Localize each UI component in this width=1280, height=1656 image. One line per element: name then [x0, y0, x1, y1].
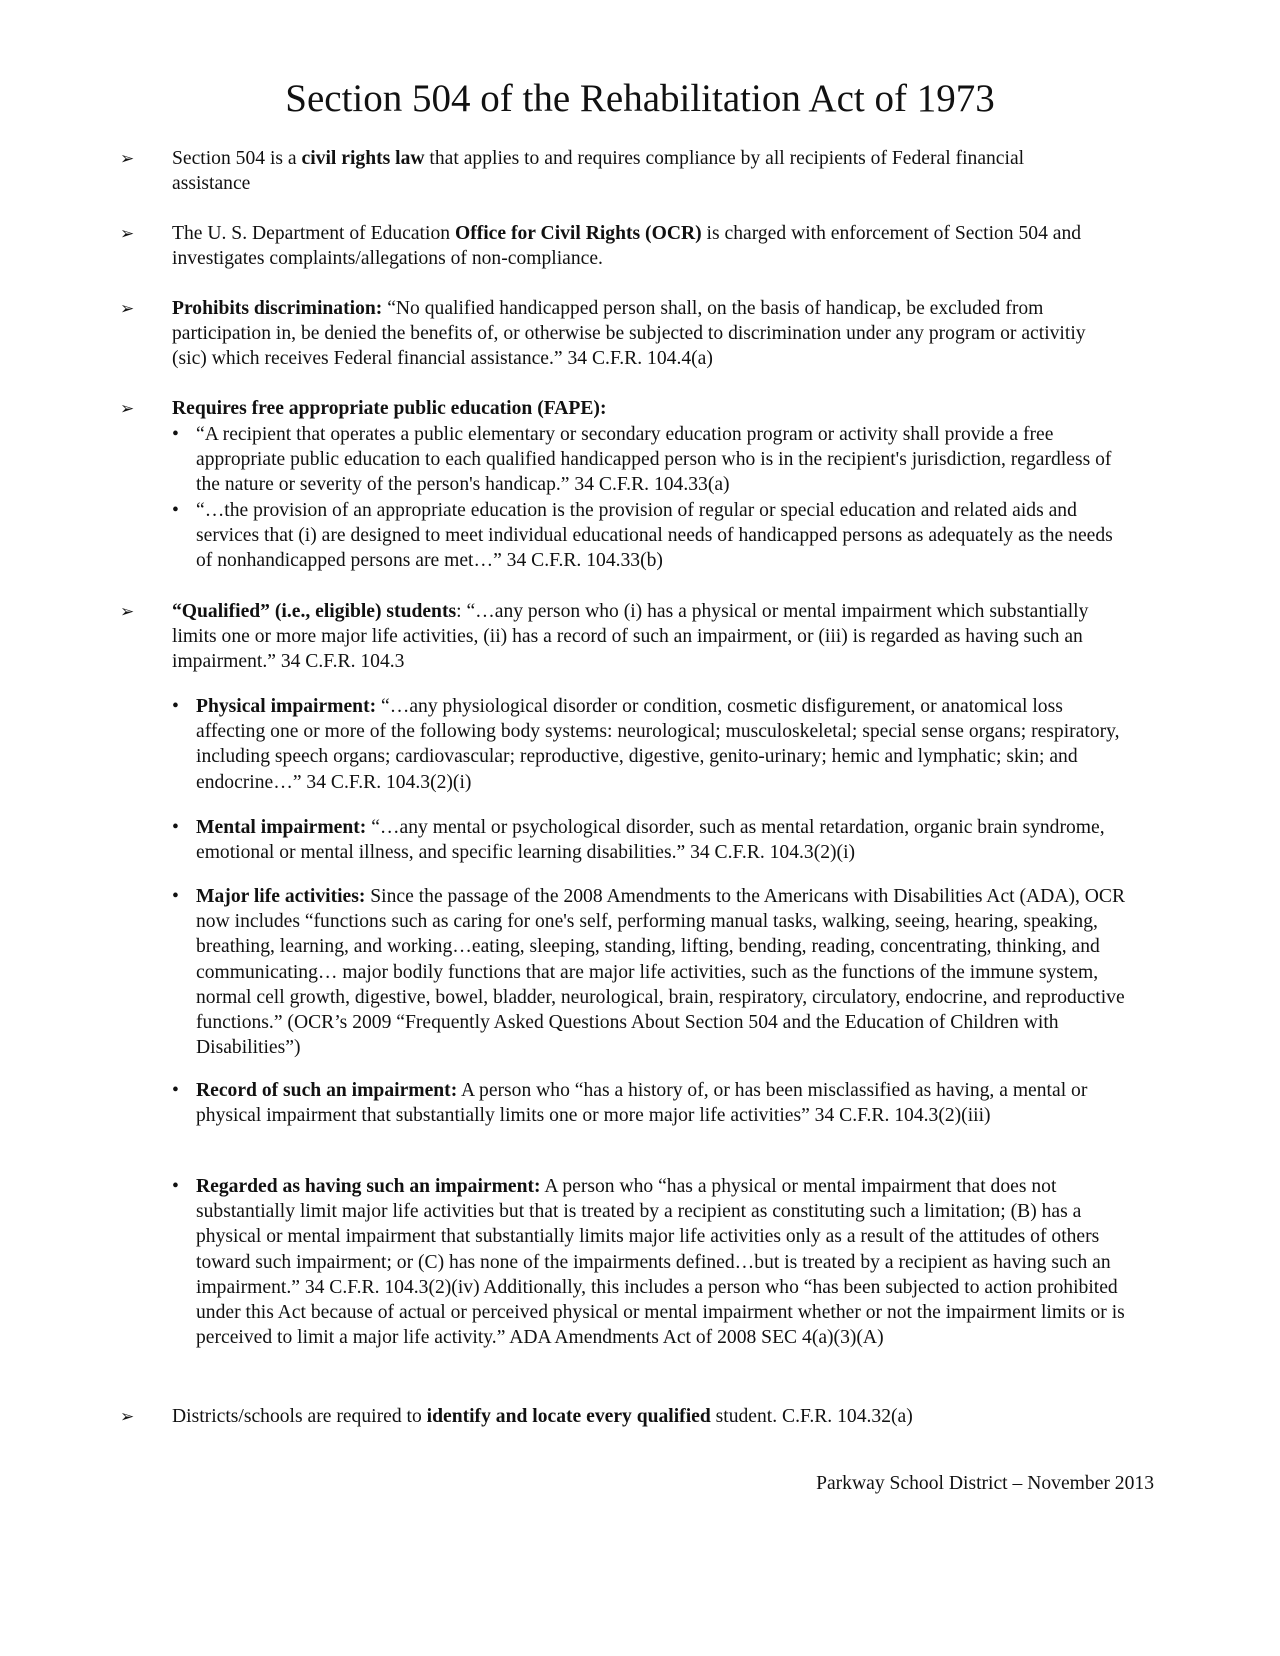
list-item-text [172, 146, 1102, 196]
text: “A recipient that operates a public elementary or secondary education program or activity shall provide a free appropriate public education to each qualified handicapped person who is in the recipient's jurisdiction, regardless of the nature or severity of the person's handicap.” 34 C.F.R. 104.33(a) [196, 424, 1112, 496]
sub-list-item-text [196, 1174, 1131, 1350]
arrow-bullet-icon: ➢ [120, 299, 135, 318]
arrow-bullet-icon: ➢ [120, 399, 135, 418]
text: Since the passage of the 2008 Amendments to the Americans with Disabilities Act (ADA), OCR now includes “functions such as caring for one's self, performing manual tasks, walking, seeing, hearing, speaking, breathing, learning, and working…eating, sleeping, standing, lifting, bending, reading, concentrating, thinking, and communicating… major bodily functions that are major life activities, such as the functions of the immune system, normal cell growth, digestive, bowel, bladder, neurological, brain, respiratory, circulatory, endocrine, and reproductive functions.” (OCR’s 2009 “Frequently Asked Questions About Section 504 and the Education of Children with Disabilities”) [196, 886, 1126, 1059]
sub-list-item-text [196, 815, 1131, 865]
sub-list-item-text [196, 694, 1131, 795]
bullet-icon: • [172, 817, 179, 838]
bold-text: Mental impairment: [196, 817, 367, 838]
bullet-icon: • [172, 1080, 179, 1101]
page-title: Section 504 of the Rehabilitation Act of 1973 [285, 77, 995, 120]
text: that applies to and requires compliance by all recipients of Federal financial assistance [172, 148, 1025, 195]
list-item-text [172, 396, 1102, 421]
text: A person who “has a history of, or has been misclassified as having, a mental or physical impairment that substantially limits one or more major life activities” 34 C.F.R. 104.3(2)(iii) [196, 1080, 1088, 1127]
sub-list-item-text [196, 1078, 1131, 1128]
bold-text: Requires free appropriate public education (FAPE): [172, 398, 607, 419]
bullet-icon: • [172, 500, 179, 521]
text: “…the provision of an appropriate education is the provision of regular or special education and related aids and services that (i) are designed to meet individual educational needs of handicapped persons as adequately as the needs of nonhandicapped persons are met…” 34 C.F.R. 104.33(b) [196, 500, 1113, 572]
text: Districts/schools are required to [172, 1406, 427, 1427]
bold-text: identify and locate every qualified [426, 1406, 711, 1427]
text: “No qualified handicapped person shall, on the basis of handicap, be excluded from participation in, be denied the benefits of, or otherwise be subjected to discrimination under any program or activitiy (sic) which receives Federal financial assistance.” 34 C.F.R. 104.4(a) [172, 298, 1086, 370]
bold-text: Record of such an impairment: [196, 1080, 458, 1101]
text: “…any physiological disorder or condition, cosmetic disfigurement, or anatomical loss affecting one or more of the following body systems: neurological; musculoskeletal; special sense organs; respiratory, including speech organs; cardiovascular; reproductive, digestive, genito-urinary; hemic and lymphatic; skin; and endocrine…” 34 C.F.R. 104.3(2)(i) [196, 696, 1120, 793]
list-item-text [172, 296, 1102, 372]
footer: Parkway School District – November 2013 [816, 1473, 1154, 1494]
list-item-text [172, 599, 1102, 675]
bold-text: “Qualified” (i.e., eligible) students [172, 601, 457, 622]
bold-text: Major life activities: [196, 886, 366, 907]
sub-list-item-text [196, 884, 1131, 1060]
text: : “…any person who (i) has a physical or mental impairment which substantially limits one or more major life activities, (ii) has a record of such an impairment, or (iii) is regarded as having such an impairment.” 34 C.F.R. 104.3 [172, 601, 1089, 673]
bullet-icon: • [172, 696, 179, 717]
text: “…any mental or psychological disorder, such as mental retardation, organic brain syndrome, emotional or mental illness, and specific learning disabilities.” 34 C.F.R. 104.3(2)(i) [196, 817, 1105, 864]
bullet-icon: • [172, 886, 179, 907]
arrow-bullet-icon: ➢ [120, 1407, 135, 1426]
arrow-bullet-icon: ➢ [120, 602, 135, 621]
bold-text: Regarded as having such an impairment: [196, 1176, 541, 1197]
text: A person who “has a physical or mental impairment that does not substantially limit major life activities but that is treated by a recipient as constituting such a limitation; (B) has a physical or mental impairment that substantially limits major life activities only as a result of the attitudes of others toward such impairment; or (C) has none of the impairments defined…but is treated by a recipient as having such an impairment.” 34 C.F.R. 104.3(2)(iv) Additionally, this includes a person who “has been subjected to action prohibited under this Act because of actual or perceived physical or mental impairment whether or not the impairment limits or is perceived to limit a major life activity.” ADA Amendments Act of 2008 SEC 4(a)(3)(A) [196, 1176, 1125, 1349]
bullet-icon: • [172, 424, 179, 445]
text: The U. S. Department of Education [172, 223, 455, 244]
bold-text: civil rights law [301, 148, 425, 169]
text: student. C.F.R. 104.32(a) [710, 1406, 913, 1427]
bold-text: Prohibits discrimination: [172, 298, 383, 319]
arrow-bullet-icon: ➢ [120, 224, 135, 243]
bold-text: Physical impairment: [196, 696, 377, 717]
sub-list-item-text [196, 422, 1131, 498]
list-item-text [172, 221, 1102, 271]
bold-text: Office for Civil Rights (OCR) [454, 223, 702, 244]
sub-list-item-text [196, 498, 1131, 574]
list-item-text [172, 1404, 1102, 1429]
arrow-bullet-icon: ➢ [120, 149, 135, 168]
text: is charged with enforcement of Section 504 and investigates complaints/allegations of non-compliance. [172, 223, 1082, 270]
bullet-icon: • [172, 1176, 179, 1197]
text: Section 504 is a [172, 148, 302, 169]
